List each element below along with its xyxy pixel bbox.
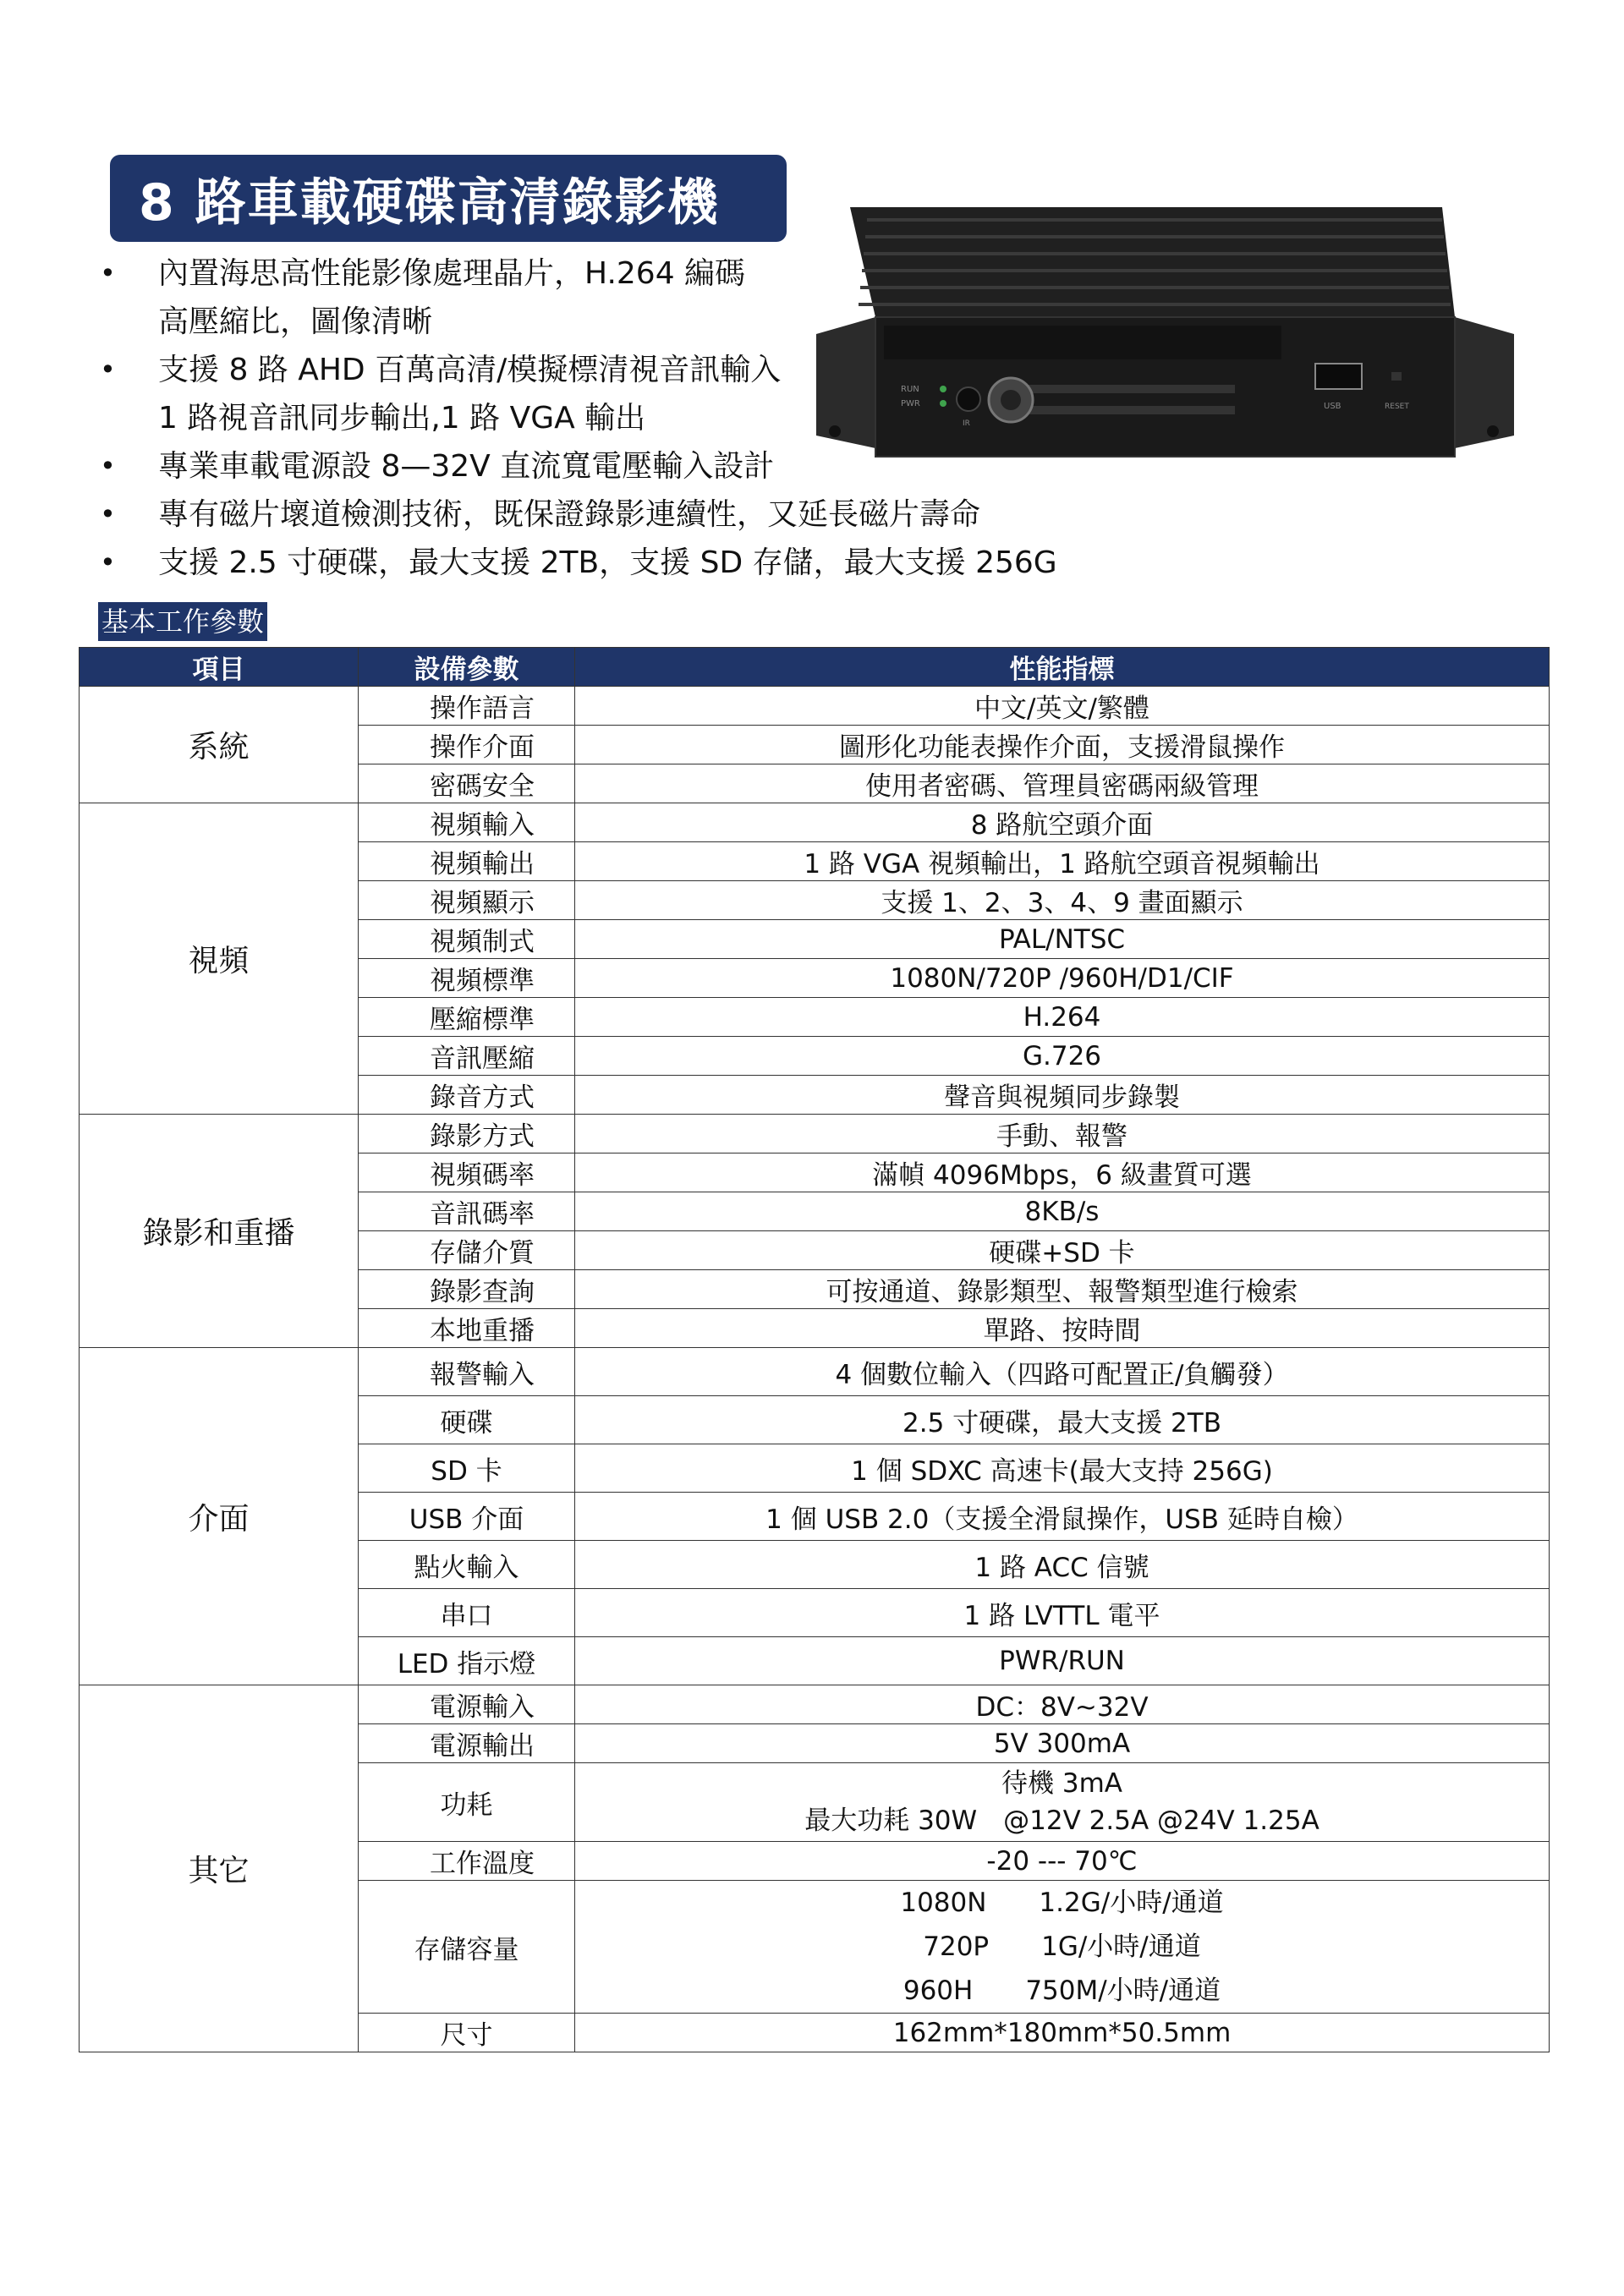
ir-label: IR <box>963 419 970 428</box>
column-header: 性能指標 <box>575 648 1550 687</box>
param-cell: 電源輸入 <box>359 1685 575 1724</box>
table-row <box>80 1685 1550 1724</box>
param-cell: 視頻輸入 <box>359 803 575 842</box>
value-cell: 1 路 VGA 視頻輸出，1 路航空頭音視頻輸出 <box>575 842 1550 881</box>
value-cell: 支援 1、2、3、4、9 畫面顯示 <box>575 881 1550 920</box>
param-cell: 視頻輸出 <box>359 842 575 881</box>
table-row <box>80 687 1550 726</box>
value-cell: 聲音與視頻同步錄製 <box>575 1076 1550 1115</box>
value-cell: 1 路 LVTTL 電平 <box>575 1589 1550 1637</box>
value-cell <box>575 1763 1550 1842</box>
value-cell: PWR/RUN <box>575 1637 1550 1685</box>
value-cell: 滿幀 4096Mbps，6 級畫質可選 <box>575 1153 1550 1192</box>
value-line: 最大功耗 30W @12V 2.5A @24V 1.25A <box>804 1806 1320 1836</box>
param-cell: 音訊壓縮 <box>359 1037 575 1076</box>
feature-line: 1 路視音訊同步輸出,1 路 VGA 輸出 <box>158 401 646 436</box>
param-cell: 視頻顯示 <box>359 881 575 920</box>
param-cell: 操作介面 <box>359 726 575 764</box>
param-cell: 視頻制式 <box>359 920 575 959</box>
param-cell: 錄影查詢 <box>359 1270 575 1309</box>
param-cell: 本地重播 <box>359 1309 575 1348</box>
param-cell: 錄音方式 <box>359 1076 575 1115</box>
value-cell: DC：8V~32V <box>575 1685 1550 1724</box>
param-cell: LED 指示燈 <box>359 1637 575 1685</box>
feature-line: • 支援 8 路 AHD 百萬高清/模擬標清視音訊輸入 <box>158 353 782 387</box>
param-cell: 電源輸出 <box>359 1724 575 1763</box>
category-cell: 系統 <box>80 687 359 803</box>
value-cell: 8KB/s <box>575 1192 1550 1231</box>
value-cell: 8 路航空頭介面 <box>575 803 1550 842</box>
param-cell: 點火輸入 <box>359 1541 575 1589</box>
table-row <box>80 1115 1550 1153</box>
product-image <box>816 190 1514 461</box>
value-cell: 2.5 寸硬碟，最大支援 2TB <box>575 1396 1550 1444</box>
value-cell: 使用者密碼、管理員密碼兩級管理 <box>575 764 1550 803</box>
value-cell: G.726 <box>575 1037 1550 1076</box>
value-line: 1080N 1.2G/小時/通道 <box>900 1888 1224 1918</box>
param-cell: 串口 <box>359 1589 575 1637</box>
feature-line: • 內置海思高性能影像處理晶片，H.264 編碼 <box>158 256 746 291</box>
param-cell: 視頻碼率 <box>359 1153 575 1192</box>
param-cell: 功耗 <box>359 1763 575 1842</box>
value-cell: 1 路 ACC 信號 <box>575 1541 1550 1589</box>
param-cell: 存儲介質 <box>359 1231 575 1270</box>
value-line: 720P 1G/小時/通道 <box>923 1932 1201 1962</box>
value-cell: 可按通道、錄影類型、報警類型進行檢索 <box>575 1270 1550 1309</box>
feature-line: • 專業車載電源設 8—32V 直流寬電壓輸入設計 <box>158 449 775 484</box>
param-cell: 報警輸入 <box>359 1348 575 1396</box>
value-cell: 1080N/720P /960H/D1/CIF <box>575 959 1550 998</box>
led-run-label: RUN <box>901 385 919 394</box>
value-cell: 4 個數位輸入（四路可配置正/負觸發） <box>575 1348 1550 1396</box>
feature-line: • 專有磁片壞道檢測技術，既保證錄影連續性，又延長磁片壽命 <box>158 497 981 532</box>
value-line: 960H 750M/小時/通道 <box>903 1975 1221 2006</box>
param-cell: 存儲容量 <box>359 1881 575 2014</box>
value-cell: -20 --- 70℃ <box>575 1842 1550 1881</box>
value-cell: 中文/英文/繁體 <box>575 687 1550 726</box>
table-row <box>80 1348 1550 1396</box>
param-cell: USB 介面 <box>359 1493 575 1541</box>
category-cell: 錄影和重播 <box>80 1115 359 1348</box>
category-cell: 介面 <box>80 1348 359 1685</box>
page-title: 8 路車載硬碟高清錄影機 <box>110 155 787 242</box>
param-cell: 操作語言 <box>359 687 575 726</box>
led-pwr-label: PWR <box>901 399 920 408</box>
feature-item <box>93 490 1193 539</box>
value-cell: 圖形化功能表操作介面，支援滑鼠操作 <box>575 726 1550 764</box>
param-cell: SD 卡 <box>359 1444 575 1493</box>
param-cell: 壓縮標準 <box>359 998 575 1037</box>
value-cell: 1 個 USB 2.0（支援全滑鼠操作，USB 延時自檢） <box>575 1493 1550 1541</box>
section-label: 基本工作參數 <box>98 602 267 641</box>
feature-line: • 支援 2.5 寸硬碟，最大支援 2TB，支援 SD 存儲，最大支援 256G <box>158 545 1057 580</box>
value-cell: 162mm*180mm*50.5mm <box>575 2014 1550 2052</box>
value-cell: 單路、按時間 <box>575 1309 1550 1348</box>
param-cell: 密碼安全 <box>359 764 575 803</box>
reset-label: RESET <box>1385 403 1409 411</box>
category-cell: 其它 <box>80 1685 359 2052</box>
param-cell: 硬碟 <box>359 1396 575 1444</box>
feature-line: 高壓縮比，圖像清晰 <box>158 304 433 339</box>
param-cell: 音訊碼率 <box>359 1192 575 1231</box>
column-header: 項目 <box>80 648 359 687</box>
param-cell: 錄影方式 <box>359 1115 575 1153</box>
value-cell: PAL/NTSC <box>575 920 1550 959</box>
value-cell <box>575 1881 1550 2014</box>
category-cell: 視頻 <box>80 803 359 1115</box>
param-cell: 尺寸 <box>359 2014 575 2052</box>
value-cell: 硬碟+SD 卡 <box>575 1231 1550 1270</box>
value-line: 待機 3mA <box>1001 1768 1122 1799</box>
feature-item <box>93 539 1193 587</box>
column-header: 設備參數 <box>359 648 575 687</box>
usb-label: USB <box>1324 402 1341 411</box>
spec-table <box>79 647 1550 2052</box>
param-cell: 工作溫度 <box>359 1842 575 1881</box>
param-cell: 視頻標準 <box>359 959 575 998</box>
value-cell: 1 個 SDXC 高速卡(最大支持 256G) <box>575 1444 1550 1493</box>
value-cell: 手動、報警 <box>575 1115 1550 1153</box>
value-cell: H.264 <box>575 998 1550 1037</box>
table-row <box>80 803 1550 842</box>
value-cell: 5V 300mA <box>575 1724 1550 1763</box>
